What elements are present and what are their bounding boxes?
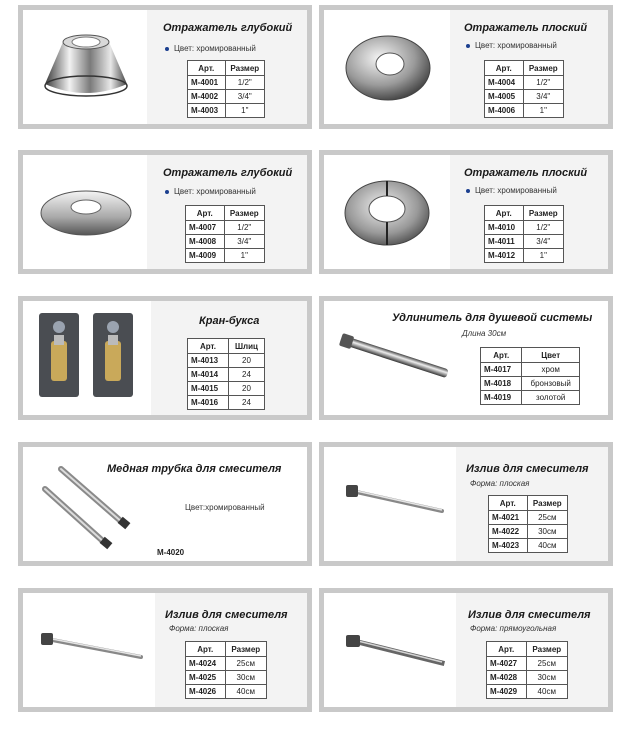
table-cell: 1" [523, 249, 563, 263]
table-row [485, 249, 564, 263]
card-subtitle: Цвет: хромированный [466, 186, 557, 195]
product-card-shower-extension [319, 296, 613, 420]
table-row [188, 382, 265, 396]
table-cell: 1/2" [224, 221, 264, 235]
table-cell: 1" [225, 104, 264, 118]
table-row [188, 396, 265, 410]
table-cell: М-4024 [186, 657, 226, 671]
bullet-icon [466, 189, 470, 193]
table-cell: М-4004 [485, 76, 524, 90]
table-cell: 24 [228, 396, 264, 410]
card-subtitle: Длина 30см [462, 329, 507, 338]
spout-rect-image [342, 633, 446, 673]
table-row [489, 511, 568, 525]
column-header: Арт. [186, 642, 226, 657]
spec-table [486, 641, 568, 699]
flat-reflector-image [344, 32, 432, 104]
table-cell: 3/4" [523, 235, 563, 249]
card-title: Удлинитель для душевой системы [392, 312, 593, 324]
table-cell: 1/2" [523, 221, 563, 235]
color-note: Цвет:хромированный [185, 503, 265, 512]
table-cell: М-4003 [188, 104, 226, 118]
table-cell: М-4007 [186, 221, 225, 235]
table-cell: М-4010 [485, 221, 524, 235]
card-subtitle: Форма: прямоугольная [470, 624, 557, 633]
table-row [485, 235, 564, 249]
table-cell: 1/2" [523, 76, 563, 90]
table-cell: 20 [228, 382, 264, 396]
product-card-copper-tube [18, 442, 312, 566]
table-cell: М-4006 [485, 104, 524, 118]
table-cell: М-4014 [188, 368, 229, 382]
column-header: Арт. [485, 61, 524, 76]
extension-pipe-image [334, 327, 454, 387]
product-card-spout-1 [319, 442, 613, 566]
table-cell: М-4012 [485, 249, 524, 263]
table-row [485, 104, 564, 118]
card-subtitle: Форма: плоская [169, 624, 229, 633]
valve-cartridge-image [37, 311, 141, 401]
table-cell: 24 [228, 368, 264, 382]
product-card-spout-rect [319, 588, 613, 712]
column-header: Размер [523, 61, 563, 76]
table-cell: 25см [526, 657, 567, 671]
table-cell: М-4019 [481, 391, 522, 405]
bullet-icon [466, 44, 470, 48]
table-row [489, 539, 568, 553]
table-row [481, 377, 580, 391]
card-title: Излив для смесителя [466, 463, 589, 475]
column-header: Размер [225, 642, 266, 657]
column-header: Арт. [481, 348, 522, 363]
spec-table [488, 495, 568, 553]
table-cell: М-4027 [487, 657, 527, 671]
table-row [481, 391, 580, 405]
deep-reflector-image [43, 28, 129, 108]
table-row [186, 671, 267, 685]
table-row [186, 235, 265, 249]
table-row [485, 76, 564, 90]
card-title: Излив для смесителя [468, 609, 591, 621]
article-code: М-4020 [157, 548, 185, 557]
table-cell: М-4001 [188, 76, 226, 90]
bullet-icon [165, 190, 169, 194]
table-cell: М-4009 [186, 249, 225, 263]
table-row [481, 363, 580, 377]
split-reflector-image [342, 175, 432, 251]
product-card-flat-reflector-1 [319, 5, 613, 129]
table-cell: М-4023 [489, 539, 528, 553]
product-card-deep-reflector-1 [18, 5, 312, 129]
spec-table [187, 60, 265, 118]
column-header: Размер [224, 206, 264, 221]
table-cell: М-4025 [186, 671, 226, 685]
table-cell: 20 [228, 354, 264, 368]
table-cell: 30см [526, 671, 567, 685]
card-subtitle: Цвет: хромированный [466, 41, 557, 50]
table-cell: 40см [225, 685, 266, 699]
table-row [186, 685, 267, 699]
column-header: Арт. [489, 496, 528, 511]
table-cell: 40см [527, 539, 567, 553]
table-row [186, 249, 265, 263]
card-title: Отражатель плоский [464, 22, 588, 34]
column-header: Шлиц [228, 339, 264, 354]
column-header: Размер [526, 642, 567, 657]
table-cell: 40см [526, 685, 567, 699]
table-cell: 1" [523, 104, 563, 118]
table-row [186, 657, 267, 671]
card-title: Отражатель глубокий [163, 22, 293, 34]
table-cell: М-4016 [188, 396, 229, 410]
table-row [487, 685, 568, 699]
table-row [487, 657, 568, 671]
table-cell: 1/2" [225, 76, 264, 90]
column-header: Размер [527, 496, 567, 511]
spec-table [187, 338, 265, 410]
table-cell: 3/4" [225, 90, 264, 104]
product-card-valve-cartridge [18, 296, 312, 420]
table-cell: М-4005 [485, 90, 524, 104]
table-cell: М-4015 [188, 382, 229, 396]
spout-image [342, 481, 446, 521]
table-row [188, 104, 265, 118]
card-subtitle: Цвет: хромированный [165, 44, 256, 53]
table-cell: 25см [527, 511, 567, 525]
table-cell: М-4002 [188, 90, 226, 104]
column-header: Арт. [188, 61, 226, 76]
table-cell: М-4017 [481, 363, 522, 377]
table-cell: М-4022 [489, 525, 528, 539]
table-cell: 30см [225, 671, 266, 685]
spec-table [484, 60, 564, 118]
table-cell: 1" [224, 249, 264, 263]
column-header: Размер [225, 61, 264, 76]
table-cell: 25см [225, 657, 266, 671]
table-row [487, 671, 568, 685]
table-row [188, 354, 265, 368]
card-title: Излив для смесителя [165, 609, 288, 621]
spout-image [37, 629, 145, 669]
table-cell: М-4026 [186, 685, 226, 699]
table-row [188, 90, 265, 104]
spec-table [185, 641, 267, 699]
column-header: Арт. [485, 206, 524, 221]
table-cell: хром [522, 363, 580, 377]
product-card-deep-reflector-2 [18, 150, 312, 274]
table-cell: М-4021 [489, 511, 528, 525]
table-row [186, 221, 265, 235]
card-title: Медная трубка для смесителя [107, 463, 282, 475]
table-cell: бронзовый [522, 377, 580, 391]
card-title: Отражатель плоский [464, 167, 588, 179]
table-cell: М-4028 [487, 671, 527, 685]
table-cell: М-4018 [481, 377, 522, 391]
spec-table [480, 347, 580, 405]
card-subtitle: Форма: плоская [470, 479, 530, 488]
column-header: Арт. [186, 206, 225, 221]
column-header: Цвет [522, 348, 580, 363]
spec-table [484, 205, 564, 263]
card-subtitle: Цвет: хромированный [165, 187, 256, 196]
product-card-split-reflector [319, 150, 613, 274]
table-cell: М-4011 [485, 235, 524, 249]
table-cell: золотой [522, 391, 580, 405]
product-card-spout-2 [18, 588, 312, 712]
column-header: Арт. [188, 339, 229, 354]
table-cell: 30см [527, 525, 567, 539]
table-row [485, 90, 564, 104]
spec-table [185, 205, 265, 263]
table-cell: М-4029 [487, 685, 527, 699]
table-cell: М-4013 [188, 354, 229, 368]
bullet-icon [165, 47, 169, 51]
table-row [188, 368, 265, 382]
card-title: Кран-букса [199, 315, 260, 327]
table-row [188, 76, 265, 90]
table-cell: М-4008 [186, 235, 225, 249]
deep-reflector-image [39, 183, 133, 243]
table-cell: 3/4" [224, 235, 264, 249]
table-row [489, 525, 568, 539]
column-header: Размер [523, 206, 563, 221]
column-header: Арт. [487, 642, 527, 657]
card-title: Отражатель глубокий [163, 167, 293, 179]
table-row [485, 221, 564, 235]
table-cell: 3/4" [523, 90, 563, 104]
